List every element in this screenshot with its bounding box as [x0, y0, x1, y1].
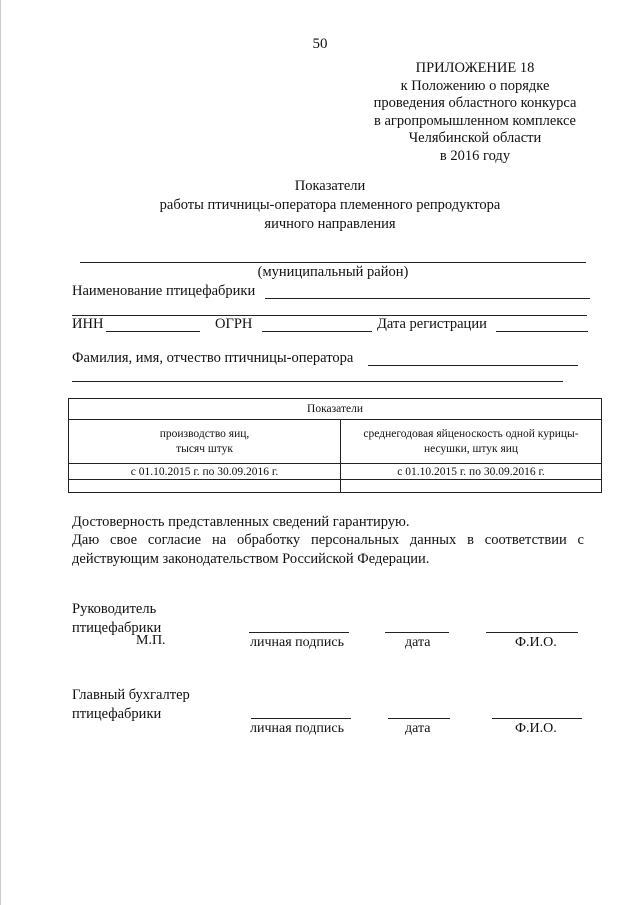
guarantee-statement: Достоверность представленных сведений гарантирую.	[72, 514, 410, 530]
inn-label: ИНН	[72, 316, 104, 332]
value-cell-egg-production	[69, 480, 341, 493]
accountant-title-line: птицефабрики	[72, 706, 162, 722]
indicators-table	[68, 398, 602, 493]
period-cell: с 01.10.2015 г. по 30.09.2016 г.	[69, 464, 341, 480]
accountant-date-field	[388, 718, 450, 719]
appendix-line: к Положению о порядке	[400, 77, 550, 94]
title-line: Показатели	[294, 178, 366, 194]
appendix-line: ПРИЛОЖЕНИЕ 18	[415, 60, 535, 76]
column-egg-production	[69, 420, 341, 464]
accountant-fio-field	[492, 718, 582, 719]
document-title	[0, 177, 640, 234]
value-cell-egg-laying-rate	[341, 480, 602, 493]
head-signature-field	[249, 632, 349, 633]
column-line: несушки, штук яиц	[423, 442, 519, 455]
appendix-line: проведения областного конкурса	[373, 95, 577, 112]
accountant-signature-caption: личная подпись	[250, 721, 344, 736]
poultry-farm-name-field	[265, 298, 590, 299]
operator-name-field	[368, 365, 578, 366]
page-number: 50	[312, 36, 328, 52]
municipal-district-caption: (муниципальный район)	[257, 264, 409, 280]
head-title-line: птицефабрики	[72, 620, 162, 636]
table-header-cell: Показатели	[69, 399, 602, 420]
head-fio-caption: Ф.И.О.	[515, 635, 557, 650]
head-fio-field	[486, 632, 578, 633]
head-title-line: Руководитель	[72, 601, 157, 617]
appendix-line: в 2016 году	[439, 147, 511, 164]
appendix-line: в агропромышленном комплексе	[373, 112, 576, 129]
ogrn-field	[262, 331, 372, 332]
appendix-header	[340, 60, 610, 166]
consent-statement: Даю свое согласие на обработку персональных данных в соответствии с действующим законодательством Российской Федерации.	[72, 532, 584, 567]
poultry-farm-name-field-2	[72, 315, 587, 316]
head-signature-caption: личная подпись	[250, 635, 344, 650]
appendix-line: Челябинской области	[408, 130, 542, 147]
registration-date-label: Дата регистрации	[377, 316, 487, 332]
accountant-signature-field	[251, 718, 351, 719]
title-line: работы птичницы-оператора племенного репродуктора	[159, 197, 501, 213]
accountant-date-caption: дата	[405, 721, 431, 736]
accountant-fio-caption: Ф.И.О.	[515, 721, 557, 736]
page-edge	[0, 0, 1, 905]
period-cell: с 01.10.2015 г. по 30.09.2016 г.	[341, 464, 602, 480]
head-date-field	[385, 632, 449, 633]
municipal-district-line	[80, 262, 586, 263]
accountant-title	[72, 686, 190, 724]
operator-name-label: Фамилия, имя, отчество птичницы-оператора	[72, 350, 354, 366]
column-line: производство яиц,	[159, 427, 250, 440]
column-line: среднегодовая яйценоскость одной курицы-	[363, 427, 579, 440]
operator-name-field-2	[72, 381, 563, 382]
stamp-label: М.П.	[136, 633, 166, 648]
inn-field	[106, 331, 200, 332]
title-line: яичного направления	[264, 216, 396, 232]
poultry-farm-name-label: Наименование птицефабрики	[72, 283, 256, 299]
column-egg-laying-rate	[341, 420, 602, 464]
head-date-caption: дата	[405, 635, 431, 650]
accountant-title-line: Главный бухгалтер	[72, 687, 190, 703]
column-line: тысяч штук	[176, 442, 233, 455]
registration-date-field	[496, 331, 588, 332]
ogrn-label: ОГРН	[215, 316, 253, 332]
